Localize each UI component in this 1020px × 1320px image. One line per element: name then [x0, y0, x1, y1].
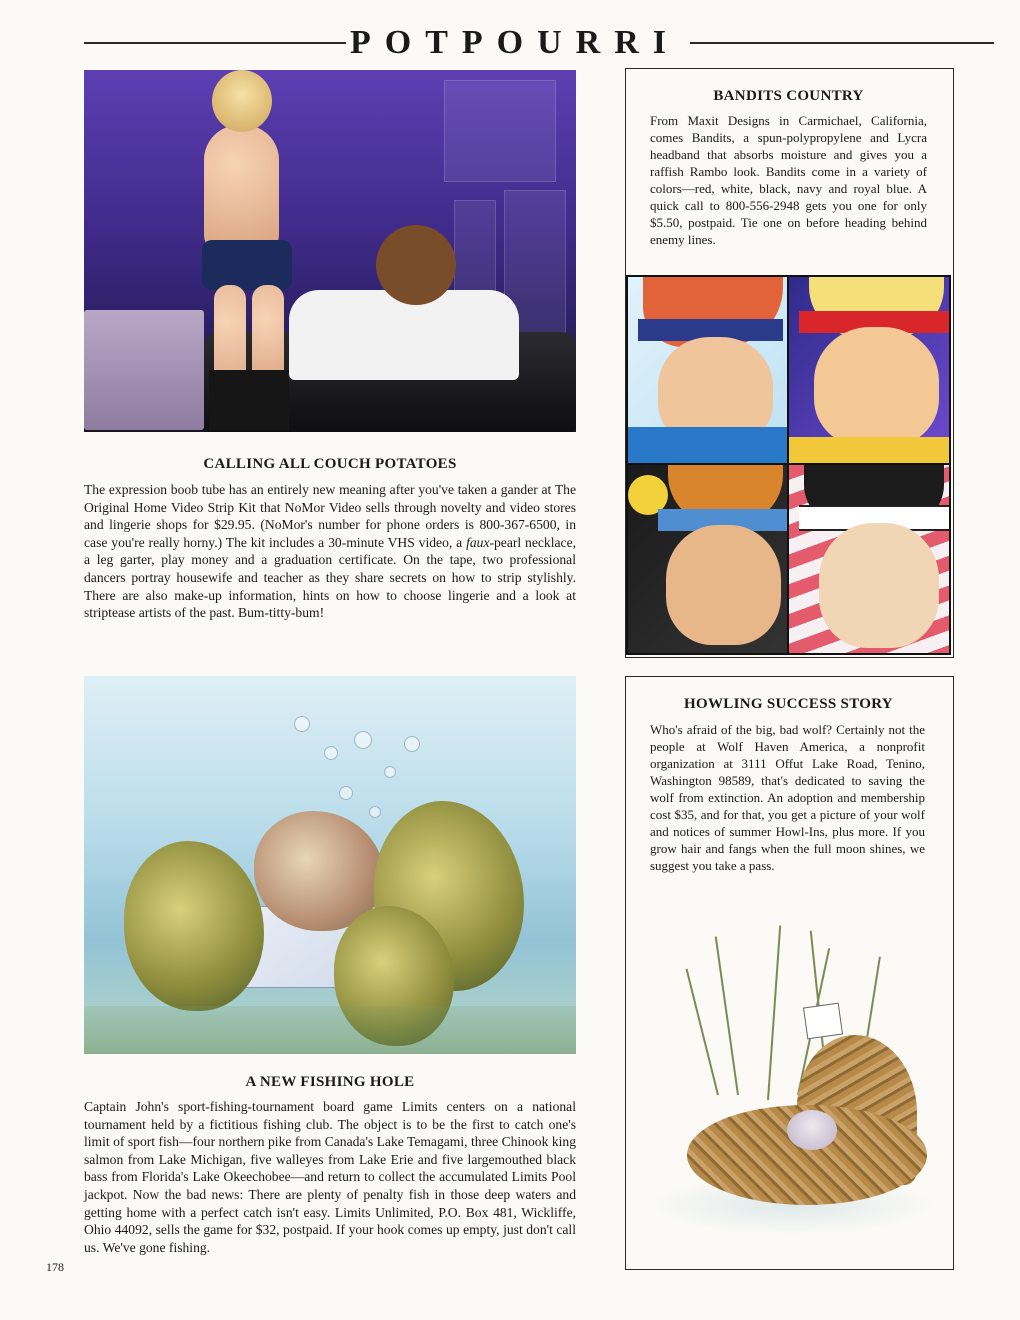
couch-headline: CALLING ALL COUCH POTATOES	[203, 456, 457, 472]
fishing-body: Captain John's sport-fishing-tournament board game Limits centers on a national tournament held by a fictitious fishing club. The object is to be the first to catch one's limit of sport fish—four northern pike from Canada's Lake Temagami, three Chinook king salmon from Lake Michigan, five walleyes from Lake Erie and five largemouthed black bass from Florida's Lake Okeechobee—and return to collect the accumulated Limits Pool jackpot. Now the bad news: There are plenty of penalty fish in those deep waters and getting home with a perfect catch isn't easy. Limits Unlimited, P.O. Box 481, Wickliffe, Ohio 44092, sells the game for $32, postpaid. If your hook comes up empty, just don't call us. We've gone fishing.	[84, 1099, 576, 1255]
strip-kit-photo	[84, 70, 576, 432]
couch-body: The expression boob tube has an entirely new meaning after you've taken a gander at The Original Home Video Strip Kit that NoMor Video sells through novelty and video stores and lingerie shops for $29.95. (NoMor's number for phone orders is 800-367-6500, in case you're really horny.) The kit includes a 30-minute VHS video, a faux-pearl necklace, a leg garter, play money and a graduation certificate. On the tape, two professional dancers portray housewife and teacher as they share secrets on how to strip stylishly. There are also make-up information, hints on how to choose lingerie and a look at striptease artists of the past. Bum-titty-bum!	[84, 482, 576, 621]
fishing-illustration	[84, 676, 576, 1054]
page-number: 178	[46, 1260, 64, 1274]
headband-comic	[626, 275, 951, 655]
wolf-body: Who's afraid of the big, bad wolf? Certainly not the people at Wolf Haven America, a nonprofit organization at 3111 Offut Lake Road, Tenino, Washington 98589, that's dedicated to saving the wolf from extinction. An adoption and membership cost $35, and for that, you get a picture of your wolf and notices of summer Howl-Ins, plus more. If you grow hair and fangs when the full moon shines, we suggest you take a pass.	[650, 722, 925, 873]
wolf-basket-illustration	[627, 925, 950, 1266]
header-rule-left	[84, 42, 346, 44]
header-rule-right	[690, 42, 994, 44]
page-title: POTPOURRI	[350, 24, 680, 61]
bandits-headline: BANDITS COUNTRY	[713, 88, 864, 104]
wolf-headline: HOWLING SUCCESS STORY	[684, 696, 893, 712]
bandits-body: From Maxit Designs in Carmichael, California, comes Bandits, a spun-polypropylene and Lycra headband that absorbs moisture and gives you a raffish Rambo look. Bandits come in a variety of colors—red, white, black, navy and royal blue. A quick call to 800-556-2948 gets you one for only $5.50, postpaid. Tie one on before heading behind enemy lines.	[650, 113, 927, 247]
fishing-headline: A NEW FISHING HOLE	[245, 1074, 415, 1090]
